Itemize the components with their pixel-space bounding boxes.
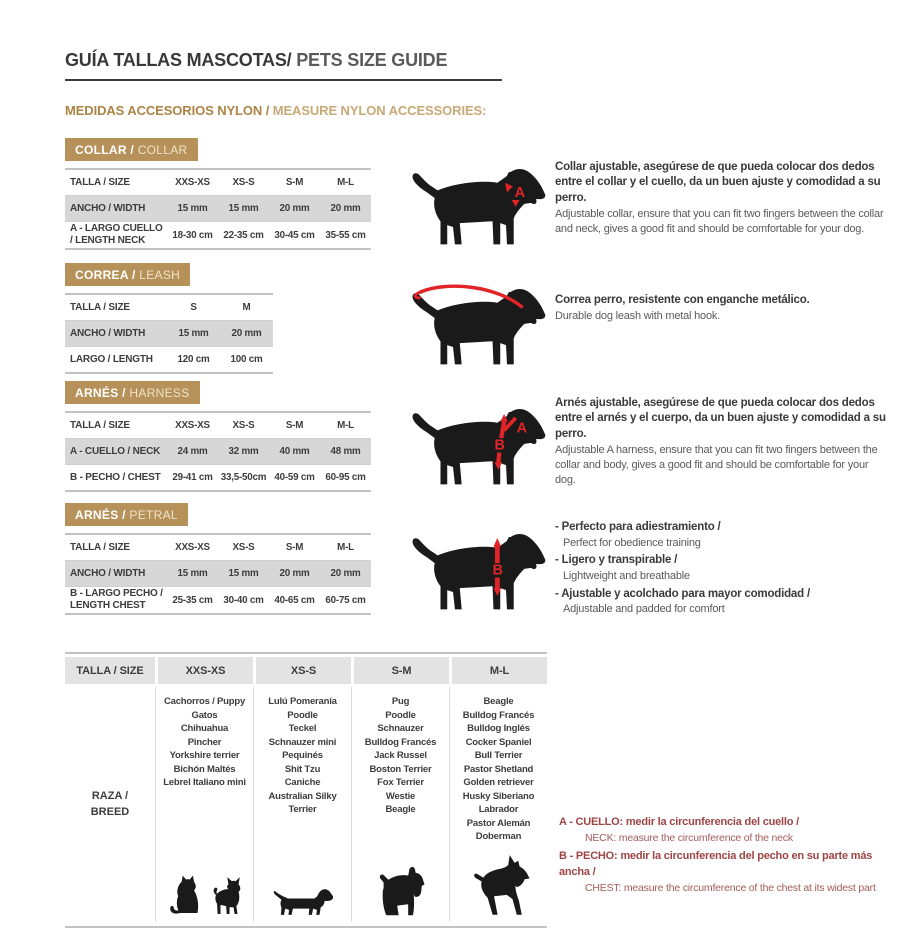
bullet-text-es: - Ligero y transpirable / bbox=[555, 554, 678, 567]
table-cell: 40-65 cm bbox=[274, 594, 315, 606]
bullet-text-en: Adjustable and padded for comfort bbox=[563, 603, 725, 616]
breed-item: Pastor Shetland bbox=[463, 763, 534, 775]
row-label: B - LARGO PECHO / LENGTH CHEST bbox=[70, 588, 163, 611]
note-text-es: B - PECHO: medir la circunferencia del pecho en su parte más ancha / bbox=[559, 850, 873, 879]
table-cell: 100 cm bbox=[230, 354, 263, 365]
table-row bbox=[65, 320, 273, 346]
table-cell: 40 mm bbox=[279, 446, 310, 457]
table-cell: XXS-XS bbox=[175, 542, 210, 553]
dog-harness-illustration bbox=[406, 388, 554, 494]
breed-item: Westie bbox=[385, 790, 416, 802]
table-row bbox=[65, 438, 371, 464]
table-cell: 15 mm bbox=[177, 568, 208, 579]
row-label: A - CUELLO / NECK bbox=[70, 445, 161, 457]
breed-item: Pincher bbox=[187, 736, 222, 748]
leash-size-table bbox=[65, 293, 273, 374]
breed-item: Jack Russel bbox=[374, 750, 427, 761]
breed-item: Poodle bbox=[385, 709, 416, 721]
breed-item: Cocker Spaniel bbox=[465, 736, 532, 748]
table-cell: 48 mm bbox=[330, 446, 361, 457]
table-cell: XS-S bbox=[232, 542, 255, 553]
breed-header-xxs-xs: XXS-XS bbox=[158, 657, 253, 684]
breed-item: Pug bbox=[391, 696, 410, 707]
page-subtitle bbox=[65, 103, 900, 118]
table-row bbox=[65, 346, 273, 372]
breed-item: Cachorros / Puppy bbox=[163, 696, 246, 707]
note-text-es: A - CUELLO: medir la circunferencia del cuello / bbox=[559, 816, 799, 829]
table-cell: S bbox=[190, 302, 197, 313]
table-row bbox=[65, 170, 371, 195]
breed-column-s-m bbox=[351, 687, 449, 922]
dog-collar-illustration bbox=[406, 148, 554, 254]
section-petral bbox=[65, 503, 900, 636]
section-leash bbox=[65, 263, 900, 381]
breed-item: Labrador bbox=[478, 804, 519, 815]
breed-item: Golden retriever bbox=[463, 777, 534, 788]
breed-column-m-l bbox=[449, 687, 547, 922]
table-row bbox=[65, 195, 371, 221]
breed-header-xs-s: XS-S bbox=[256, 657, 351, 684]
row-label: A - LARGO CUELLO / LENGTH NECK bbox=[70, 223, 163, 246]
breed-item: Bichón Maltés bbox=[173, 763, 236, 775]
table-cell: 20 mm bbox=[330, 568, 361, 579]
row-label: ANCHO / WIDTH bbox=[70, 327, 146, 339]
table-cell: 20 mm bbox=[231, 328, 262, 339]
breed-item: Bulldog Inglés bbox=[467, 723, 530, 734]
breed-item: Boston Terrier bbox=[369, 763, 432, 775]
table-cell: 120 cm bbox=[177, 354, 210, 365]
table-cell: M bbox=[242, 302, 251, 313]
harness-marker-b: B bbox=[494, 437, 505, 454]
table-cell: M-L bbox=[337, 177, 354, 188]
breed-table-header bbox=[65, 652, 547, 684]
bullet-text-en: Perfect for obedience training bbox=[563, 536, 701, 549]
table-cell: 35-55 cm bbox=[325, 229, 366, 241]
collar-size-table bbox=[65, 168, 371, 250]
breed-header-m-l: M-L bbox=[452, 657, 547, 684]
table-cell: XXS-XS bbox=[175, 420, 210, 431]
breed-item: Lulú Pomeranía bbox=[268, 696, 337, 707]
breed-row-label: RAZA / BREED bbox=[90, 789, 130, 819]
breed-item: Gatos bbox=[191, 709, 218, 721]
breed-item: Teckel bbox=[288, 723, 317, 734]
breed-size-table bbox=[65, 652, 547, 928]
bullet-item bbox=[555, 553, 888, 583]
bullet-item bbox=[555, 520, 888, 550]
table-cell: 60-75 cm bbox=[325, 594, 366, 606]
breed-item: Pequinés bbox=[282, 750, 323, 761]
bullet-text-es: - Perfecto para adiestramiento / bbox=[555, 521, 721, 533]
breed-item: Beagle bbox=[385, 804, 416, 815]
table-row bbox=[65, 586, 371, 613]
table-cell: 25-35 cm bbox=[172, 594, 213, 606]
breed-item: Schnauzer mini bbox=[268, 736, 337, 748]
table-cell: 29-41 cm bbox=[172, 472, 213, 483]
table-cell: 15 mm bbox=[177, 203, 208, 214]
breed-header-s-m: S-M bbox=[354, 657, 449, 684]
table-cell: 15 mm bbox=[178, 328, 209, 339]
breed-item: Doberman bbox=[475, 831, 522, 842]
breed-item: Australian Silky Terrier bbox=[268, 790, 337, 815]
section-badge-collar: COLLAR / COLLAR bbox=[65, 138, 198, 161]
table-cell: M-L bbox=[337, 542, 354, 553]
note-text-en: NECK: measure the circumference of the neck bbox=[585, 832, 793, 845]
breed-item: Beagle bbox=[483, 696, 514, 707]
breed-item: Schnauzer bbox=[377, 723, 424, 734]
table-cell: S-M bbox=[285, 542, 304, 553]
collar-description: Collar ajustable, asegúrese de que pueda colocar dos dedos entre el collar y el cuello, da un buen ajuste y comodidad a su perro. Adjustable collar, ensure that you can fit two fingers between the collar and neck, gives a good fit and should be comfortable for your dog. bbox=[555, 161, 884, 235]
page-title bbox=[65, 50, 502, 81]
note-text-en: CHEST: measure the circumference of the chest at its widest part bbox=[585, 882, 876, 895]
table-cell: 20 mm bbox=[279, 203, 310, 214]
table-cell: 20 mm bbox=[279, 568, 310, 579]
harness-size-table bbox=[65, 411, 371, 492]
table-row bbox=[65, 295, 273, 320]
table-cell: 32 mm bbox=[228, 446, 259, 457]
row-label: TALLA / SIZE bbox=[70, 301, 130, 313]
row-label: TALLA / SIZE bbox=[70, 541, 130, 553]
table-row bbox=[65, 560, 371, 586]
breed-item: Pastor Alemán bbox=[466, 817, 531, 829]
table-cell: XXS-XS bbox=[175, 177, 210, 188]
petral-benefits bbox=[555, 520, 900, 620]
leash-description: Correa perro, resistente con enganche metálico. Durable dog leash with metal hook. bbox=[555, 294, 810, 323]
schnauzer-icon bbox=[375, 862, 427, 920]
table-cell: 60-95 cm bbox=[325, 472, 366, 483]
petral-marker-b: B bbox=[492, 562, 503, 579]
dog-petral-illustration bbox=[406, 513, 554, 619]
breed-item: Bull Terrier bbox=[474, 750, 523, 761]
dog-leash-illustration bbox=[406, 268, 554, 374]
row-label: LARGO / LENGTH bbox=[70, 353, 153, 365]
note-item bbox=[559, 815, 892, 849]
breed-item: Caniche bbox=[284, 777, 321, 788]
breed-header-size-label: TALLA / SIZE bbox=[65, 657, 155, 684]
table-cell: 40-59 cm bbox=[274, 472, 315, 483]
chihuahua-icon bbox=[208, 874, 242, 920]
section-collar bbox=[65, 138, 900, 263]
row-label: ANCHO / WIDTH bbox=[70, 202, 146, 214]
breed-column-xxs-xs bbox=[155, 687, 253, 922]
table-cell: 30-45 cm bbox=[274, 229, 315, 241]
table-row bbox=[65, 221, 371, 248]
harness-marker-a: A bbox=[516, 420, 528, 437]
table-cell: 22-35 cm bbox=[223, 229, 264, 241]
row-label: TALLA / SIZE bbox=[70, 176, 130, 188]
table-cell: XS-S bbox=[232, 420, 255, 431]
table-cell: 15 mm bbox=[228, 203, 259, 214]
breed-item: Lebrel Italiano mini bbox=[163, 777, 246, 788]
section-badge-harness: ARNÉS / HARNESS bbox=[65, 381, 200, 404]
bullet-text-es: - Ajustable y acolchado para mayor comodidad / bbox=[555, 587, 810, 600]
table-cell: M-L bbox=[337, 420, 354, 431]
section-harness bbox=[65, 381, 900, 503]
page-title-en: PETS SIZE GUIDE bbox=[291, 50, 448, 70]
breed-item: Yorkshire terrier bbox=[169, 750, 240, 761]
table-row bbox=[65, 464, 371, 490]
table-cell: S-M bbox=[285, 420, 304, 431]
table-row bbox=[65, 413, 371, 438]
harness-description: Arnés ajustable, asegúrese de que pueda colocar dos dedos entre el arnés y el cuerpo, da un buen ajuste y comodidad a su perro. Adjustable A harness, ensure that you can fit two fingers between the collar and body, gives a good fit and should be comfortable for your dog. bbox=[555, 397, 886, 486]
breed-item: Bulldog Francés bbox=[462, 709, 535, 721]
page-subtitle-en: MEASURE NYLON ACCESSORIES: bbox=[272, 103, 487, 118]
cat-icon bbox=[168, 872, 202, 920]
breed-item: Poodle bbox=[287, 709, 318, 721]
breed-item: Fox Terrier bbox=[377, 777, 424, 788]
breed-item: Shit Tzu bbox=[284, 763, 321, 775]
table-cell: 33,5-50cm bbox=[220, 472, 267, 483]
page-title-es: GUÍA TALLAS MASCOTAS/ bbox=[65, 50, 292, 70]
breed-column-xs-s bbox=[253, 687, 351, 922]
dachshund-icon bbox=[270, 882, 336, 920]
table-cell: 30-40 cm bbox=[223, 594, 264, 606]
bullet-item bbox=[555, 587, 888, 617]
section-badge-petral: ARNÉS / PETRAL bbox=[65, 503, 188, 526]
table-cell: 15 mm bbox=[228, 568, 259, 579]
bullet-text-en: Lightweight and breathable bbox=[563, 569, 690, 582]
row-label: ANCHO / WIDTH bbox=[70, 567, 146, 579]
row-label: TALLA / SIZE bbox=[70, 419, 130, 431]
doberman-icon bbox=[467, 852, 531, 920]
breed-item: Bulldog Francés bbox=[364, 736, 437, 748]
section-badge-leash: CORREA / LEASH bbox=[65, 263, 190, 286]
breed-item: Chihuahua bbox=[180, 723, 229, 734]
table-row bbox=[65, 535, 371, 560]
breed-item: Husky Siberiano bbox=[462, 790, 535, 802]
collar-marker-a: A bbox=[514, 185, 526, 202]
table-cell: 18-30 cm bbox=[172, 229, 213, 241]
page-subtitle-es: MEDIDAS ACCESORIOS NYLON / bbox=[65, 103, 273, 118]
row-label: B - PECHO / CHEST bbox=[70, 471, 161, 483]
petral-size-table bbox=[65, 533, 371, 615]
note-item bbox=[559, 849, 892, 899]
table-cell: XS-S bbox=[232, 177, 255, 188]
measurement-notes bbox=[547, 652, 900, 928]
table-cell: 20 mm bbox=[330, 203, 361, 214]
table-cell: S-M bbox=[285, 177, 304, 188]
table-cell: 24 mm bbox=[177, 446, 208, 457]
